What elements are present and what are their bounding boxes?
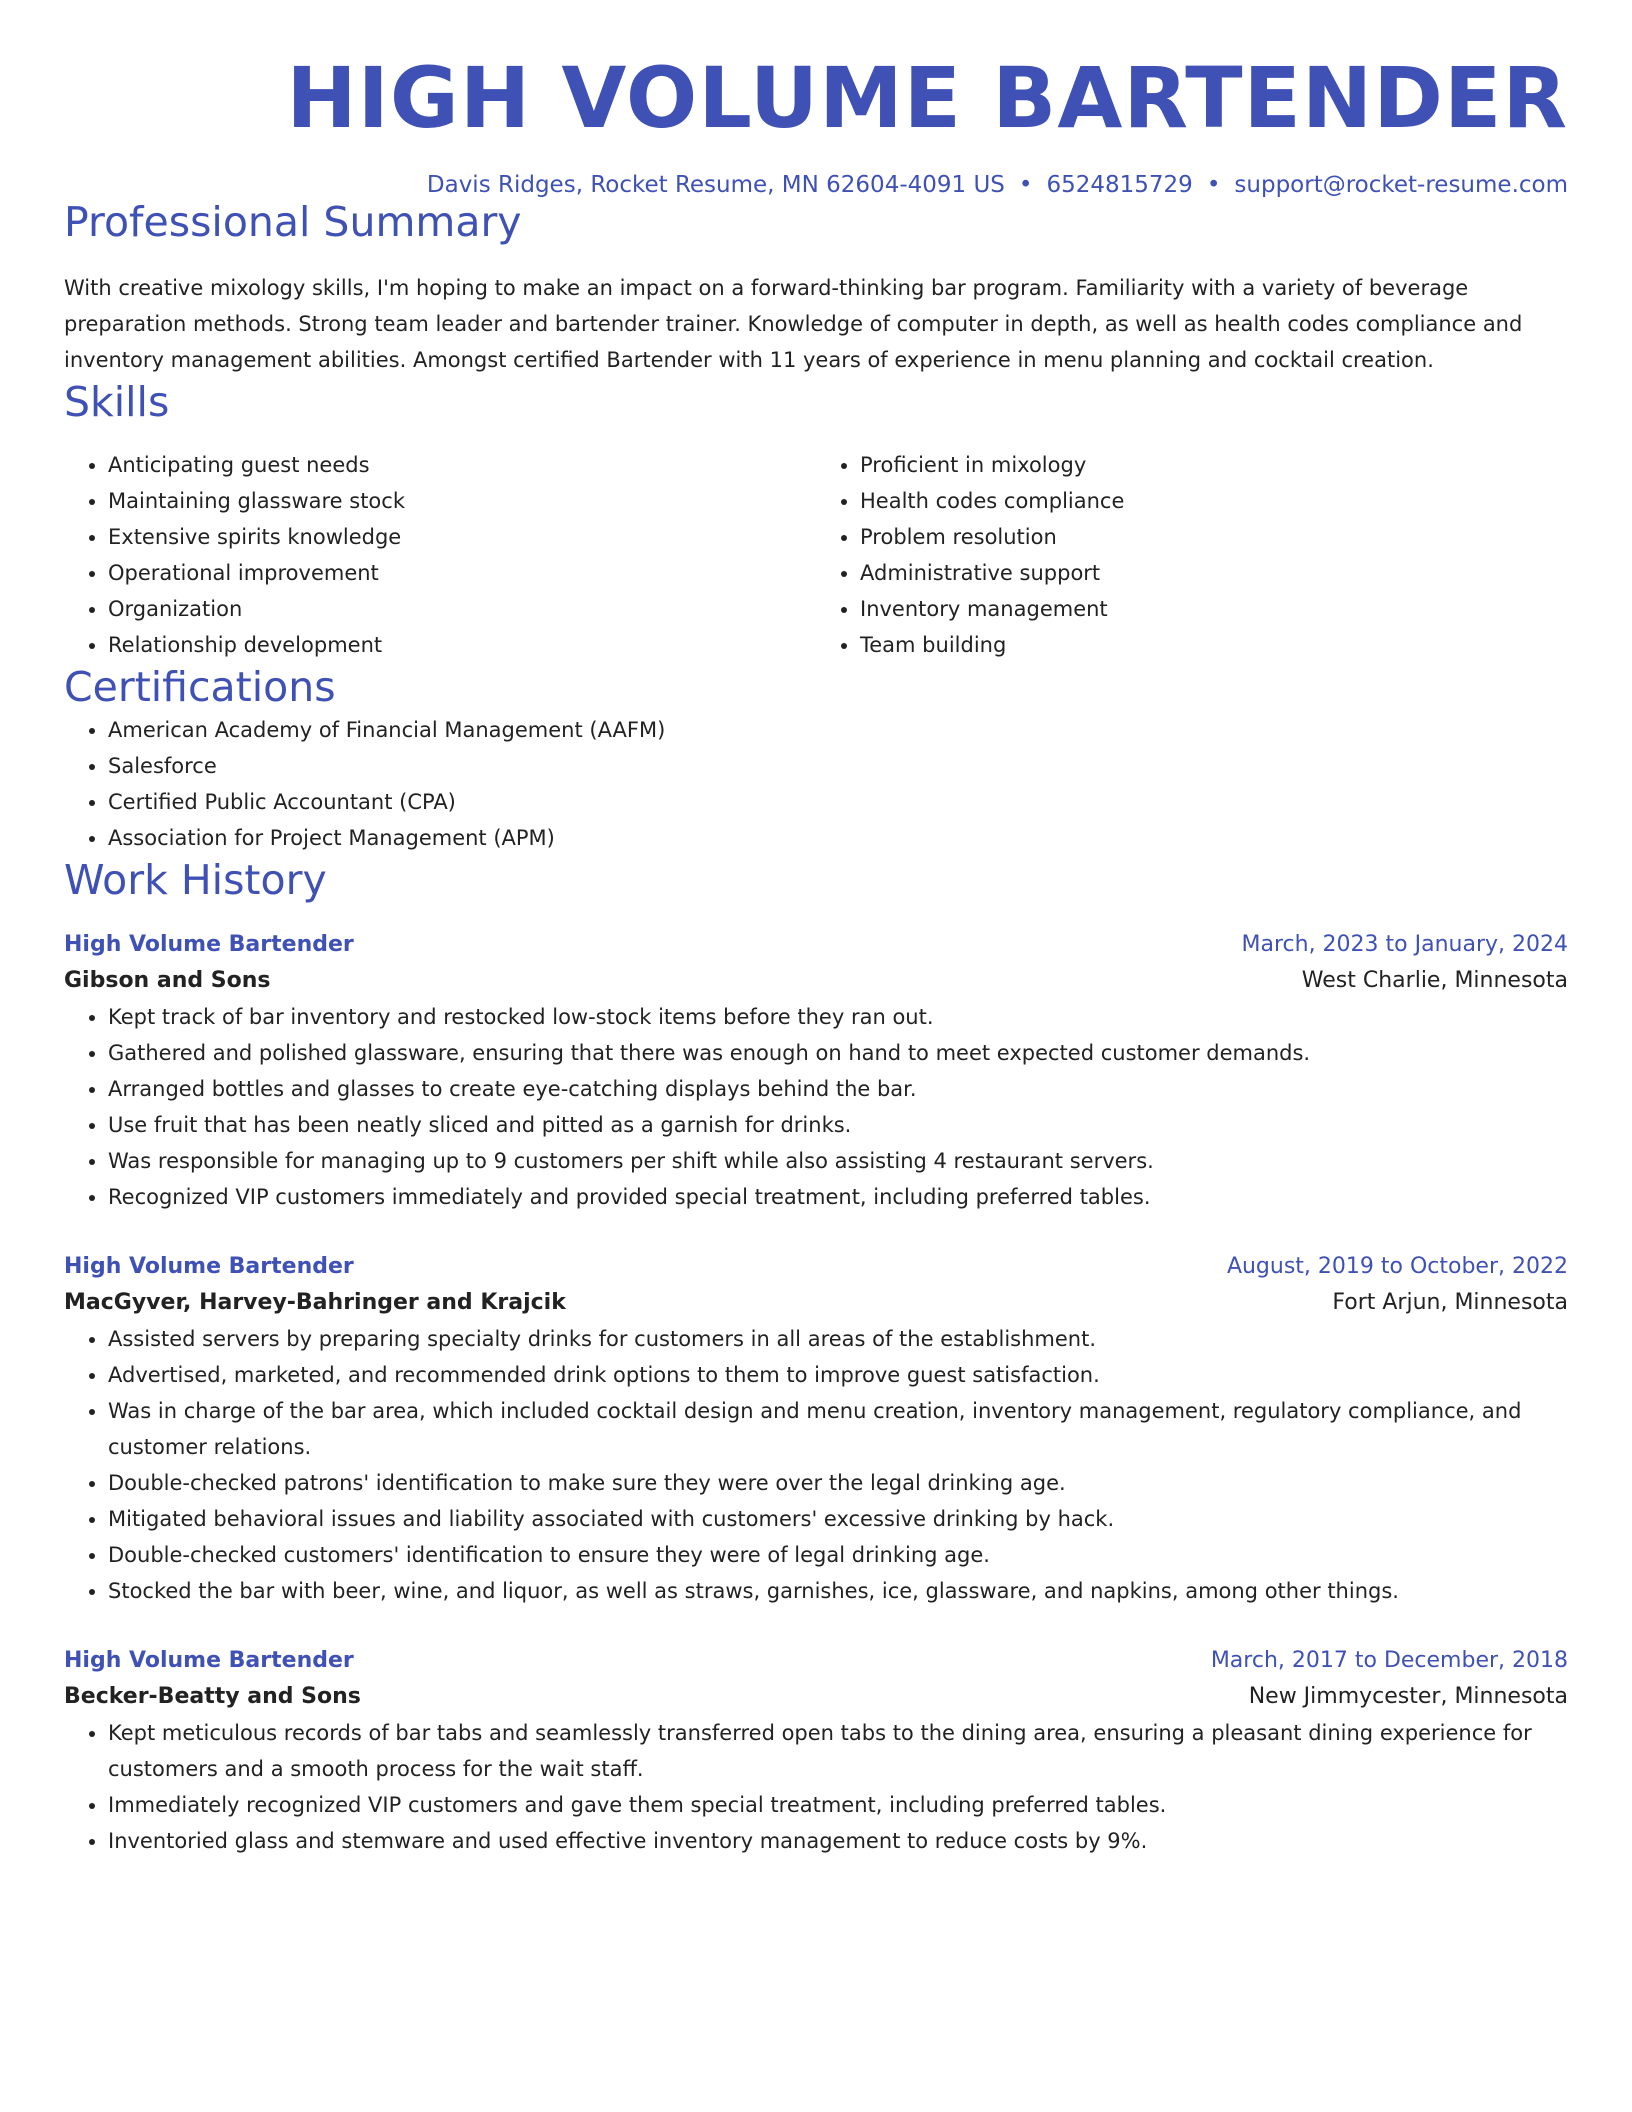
section-heading-work-history: Work History: [64, 855, 327, 904]
job-bullet-list: [64, 1321, 1568, 1609]
job-title: High Volume Bartender: [64, 1648, 354, 1674]
job-bullet: • Recognized VIP customers immediately and provided special treatment, including preferred tables.: [108, 1179, 1568, 1215]
contact-phone: 6524815729: [1046, 172, 1193, 199]
job-dates: August, 2019 to October, 2022: [1226, 1254, 1568, 1280]
skills-columns: [64, 447, 1568, 663]
job-header-row: [64, 1249, 1568, 1285]
job-bullet-list: [64, 999, 1568, 1215]
job-header-row: [64, 1643, 1568, 1679]
job-dates: March, 2023 to January, 2024: [1241, 932, 1568, 958]
skill-item: • Relationship development: [108, 627, 816, 663]
job-entry: [64, 927, 1568, 1215]
job-location: West Charlie, Minnesota: [1301, 968, 1568, 994]
skills-list-right: [816, 447, 1568, 663]
section-heading-certifications: Certifications: [64, 662, 336, 711]
job-employer-row: [64, 963, 1568, 999]
skill-item: • Team building: [860, 627, 1568, 663]
job-bullet: • Was responsible for managing up to 9 customers per shift while also assisting 4 restaurant servers.: [108, 1143, 1568, 1179]
job-bullet: • Kept meticulous records of bar tabs and seamlessly transferred open tabs to the dining area, ensuring a pleasant dining experience for customers and a smooth process for the wait staff.: [108, 1715, 1568, 1787]
section-heading-summary: Professional Summary: [64, 198, 522, 247]
contact-email[interactable]: support@rocket-resume.com: [1234, 172, 1568, 199]
skill-item: • Proficient in mixology: [860, 447, 1568, 483]
job-employer-row: [64, 1285, 1568, 1321]
job-entry: [64, 1643, 1568, 1859]
skill-item: • Inventory management: [860, 591, 1568, 627]
certifications-list: [64, 712, 1568, 856]
skill-item: • Health codes compliance: [860, 483, 1568, 519]
certification-item: • American Academy of Financial Management (AAFM): [108, 712, 1568, 748]
skill-item: • Organization: [108, 591, 816, 627]
job-entry: [64, 1249, 1568, 1609]
job-company: MacGyver, Harvey-Bahringer and Krajcik: [64, 1290, 566, 1316]
certification-item: • Association for Project Management (APM): [108, 820, 1568, 856]
job-dates: March, 2017 to December, 2018: [1210, 1648, 1568, 1674]
job-bullet: • Inventoried glass and stemware and used effective inventory management to reduce costs by 9%.: [108, 1823, 1568, 1859]
skill-item: • Administrative support: [860, 555, 1568, 591]
contact-address: Davis Ridges, Rocket Resume, MN 62604-4091 US: [426, 172, 1005, 199]
skill-item: • Maintaining glassware stock: [108, 483, 816, 519]
job-location: Fort Arjun, Minnesota: [1332, 1290, 1568, 1316]
job-bullet-list: [64, 1715, 1568, 1859]
certification-item: • Salesforce: [108, 748, 1568, 784]
skill-item: • Operational improvement: [108, 555, 816, 591]
skill-item: • Problem resolution: [860, 519, 1568, 555]
job-bullet: • Immediately recognized VIP customers and gave them special treatment, including preferred tables.: [108, 1787, 1568, 1823]
job-bullet: • Assisted servers by preparing specialty drinks for customers in all areas of the establishment.: [108, 1321, 1568, 1357]
skill-item: • Extensive spirits knowledge: [108, 519, 816, 555]
job-bullet: • Stocked the bar with beer, wine, and liquor, as well as straws, garnishes, ice, glassware, and napkins, among other things.: [108, 1573, 1568, 1609]
resume-page: [64, 0, 1568, 1859]
skills-list-left: [64, 447, 816, 663]
job-title: High Volume Bartender: [64, 1254, 354, 1280]
job-bullet: • Double-checked patrons' identification to make sure they were over the legal drinking age.: [108, 1465, 1568, 1501]
job-bullet: • Double-checked customers' identification to ensure they were of legal drinking age.: [108, 1537, 1568, 1573]
job-location: New Jimmycester, Minnesota: [1248, 1684, 1568, 1710]
resume-title: HIGH VOLUME BARTENDER: [286, 49, 1568, 147]
job-bullet: • Advertised, marketed, and recommended drink options to them to improve guest satisfaction.: [108, 1357, 1568, 1393]
contact-separator: •: [1206, 172, 1221, 199]
job-company: Gibson and Sons: [64, 968, 271, 994]
contact-line: [64, 172, 1568, 198]
summary-text: With creative mixology skills, I'm hoping to make an impact on a forward-thinking bar program. Familiarity with a variety of beverage preparation methods. Strong team leader and bartender trainer. Knowledge of computer in depth, as well as health codes compliance and inventory management abilities. Amongst certified Bartender with 11 years of experience in menu planning and cocktail creation.: [64, 275, 1523, 372]
job-header-row: [64, 927, 1568, 963]
certification-item: • Certified Public Accountant (CPA): [108, 784, 1568, 820]
skill-item: • Anticipating guest needs: [108, 447, 816, 483]
section-heading-skills: Skills: [64, 377, 170, 426]
job-company: Becker-Beatty and Sons: [64, 1684, 361, 1710]
job-employer-row: [64, 1679, 1568, 1715]
job-bullet: • Gathered and polished glassware, ensuring that there was enough on hand to meet expected customer demands.: [108, 1035, 1568, 1071]
job-bullet: • Was in charge of the bar area, which included cocktail design and menu creation, inventory management, regulatory compliance, and customer relations.: [108, 1393, 1568, 1465]
job-bullet: • Use fruit that has been neatly sliced and pitted as a garnish for drinks.: [108, 1107, 1568, 1143]
job-bullet: • Arranged bottles and glasses to create eye-catching displays behind the bar.: [108, 1071, 1568, 1107]
contact-separator: •: [1018, 172, 1033, 199]
job-title: High Volume Bartender: [64, 932, 354, 958]
job-bullet: • Mitigated behavioral issues and liability associated with customers' excessive drinking by hack.: [108, 1501, 1568, 1537]
job-bullet: • Kept track of bar inventory and restocked low-stock items before they ran out.: [108, 999, 1568, 1035]
